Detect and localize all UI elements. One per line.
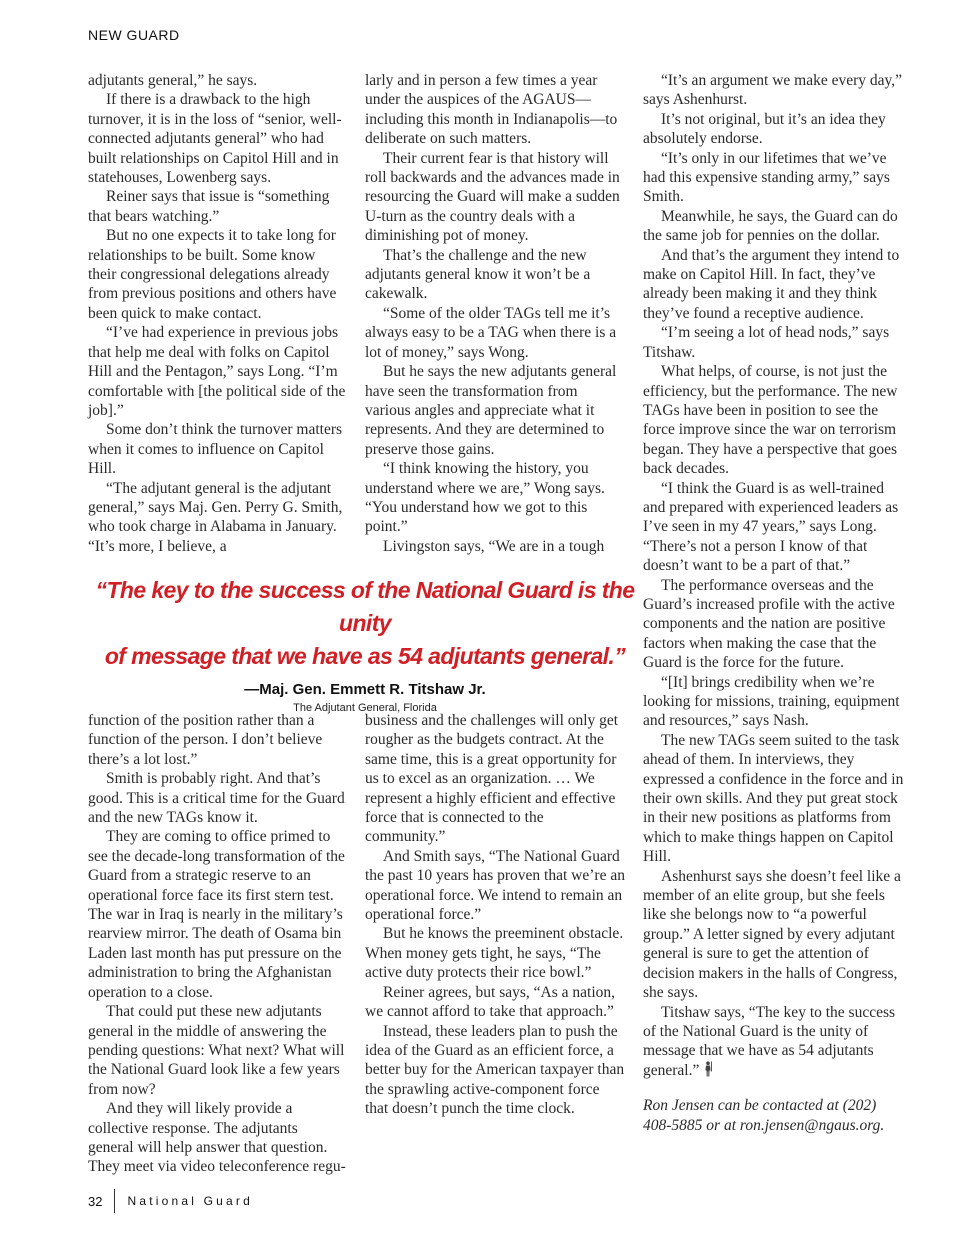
paragraph-text: “It’s only in our lifetimes that we’ve had this expensive standing army,” says Smith. — [643, 149, 890, 206]
paragraph-text: But he knows the preeminent obstacle. When money gets tight, he says, “The active duty protects their rice bowl.” — [365, 925, 624, 982]
paragraph-text: That’s the challenge and the new adjutants general know it won’t be a cakewalk. — [365, 246, 591, 303]
paragraph — [88, 769, 346, 827]
paragraph — [643, 71, 906, 110]
paragraph-text: The new TAGs seem suited to the task ahead of them. In interviews, they expressed a confidence in the force and in their own skills. And they put great stock in their new positions as platforms from which to make things happen on Capitol Hill. — [643, 731, 904, 866]
paragraph — [88, 827, 346, 1002]
paragraph — [88, 226, 346, 323]
paragraph — [365, 537, 625, 556]
paragraph-text: But no one expects it to take long for relationships to be built. Some know their congressional delegations already from previous positions and others have been quick to make contact. — [88, 227, 337, 322]
article-column-3 — [643, 71, 906, 1135]
pull-quote-text — [80, 574, 650, 673]
paragraph-text: And that’s the argument they intend to make on Capitol Hill. In fact, they’ve already been making it and they think they’ve found a receptive audience. — [643, 246, 900, 322]
paragraph-text: And Smith says, “The National Guard the past 10 years has proven that we’re an operational force. We intend to remain an operational force.” — [365, 847, 625, 924]
paragraph-text: business and the challenges will only get rougher as the budgets contract. At the same time, this is a great opportunity for us to excel as an organization. … We represent a highly efficient and effective force that is connected to the community.” — [365, 712, 619, 846]
pull-quote-line-1: “The key to the success of the National Guard is the unity — [95, 577, 635, 636]
paragraph-text: adjutants general,” he says. — [88, 72, 258, 89]
paragraph — [643, 110, 906, 149]
paragraph-text: That could put these new adjutants general in the middle of answering the pending questions: What next? What will the National Guard look like a few years from now? — [88, 1003, 345, 1098]
paragraph — [365, 924, 625, 982]
paragraph-text: “The adjutant general is the adjutant general,” says Maj. Gen. Perry G. Smith, who took charge in Alabama in January. “It’s more, I believe, a — [88, 479, 343, 555]
paragraph-text: Livingston says, “We are in a tough — [383, 537, 605, 555]
paragraph — [643, 149, 906, 207]
article-column-5 — [365, 711, 625, 1119]
author-signoff: Ron Jensen can be contacted at (202) 408-5885 or at ron.jensen@ngaus.org. — [643, 1097, 885, 1134]
paragraph — [365, 847, 625, 925]
paragraph-text: “I’m seeing a lot of head nods,” says Titshaw. — [643, 324, 890, 361]
paragraph-text: “[It] brings credibility when we’re looking for missions, training, equipment and resources,” says Nash. — [643, 673, 900, 730]
page-footer — [88, 1188, 253, 1214]
paragraph — [643, 323, 906, 362]
paragraph — [88, 1099, 346, 1177]
footer-divider — [114, 1189, 115, 1213]
paragraph-text: They are coming to office primed to see the decade-long transformation of the Guard from a strategic reserve to an operational force face its first stern test. The war in Iraq is nearly in the military’s rearview mirror. The death of Osama bin Laden last month has put pressure on the administration to bring the Afghanistan operation to a close. — [88, 828, 345, 1001]
paragraph — [88, 711, 346, 769]
paragraph-text: Their current fear is that history will roll backwards and the advances made in resourcing the Guard will make a sudden U-turn as the country deals with a diminishing pot of money. — [365, 149, 620, 245]
paragraph — [643, 731, 906, 867]
paragraph — [643, 479, 906, 576]
paragraph-text: And they will likely provide a collective response. The adjutants general will help answer that question. They meet via video teleconference regu- — [88, 1100, 346, 1176]
paragraph-text: larly and in person a few times a year under the auspices of the AGAUS—including this month in Indianapolis—to deliberate on such matters. — [365, 72, 618, 148]
article-column-1 — [88, 71, 346, 556]
paragraph — [643, 1003, 906, 1081]
paragraph — [643, 207, 906, 246]
paragraph-text: If there is a drawback to the high turnover, it is in the loss of “senior, well-connected adjutants general” who had built relationships on Capitol Hill and in statehouses, Lowenberg says. — [88, 91, 342, 187]
paragraph-text: Instead, these leaders plan to push the idea of the Guard as an efficient force, a better buy for the American taxpayer than the sprawling active-component force that doesn’t punch the time clock. — [365, 1022, 625, 1118]
paragraph-text: “Some of the older TAGs tell me it’s always easy to be a TAG when there is a lot of money,” says Wong. — [365, 304, 617, 361]
paragraph — [88, 1002, 346, 1099]
paragraph-text: Meanwhile, he says, the Guard can do the same job for pennies on the dollar. — [643, 207, 898, 245]
paragraph-text: What helps, of course, is not just the efficiency, but the performance. The new TAGs have been in position to see the force improve since the war on terrorism began. They have a perspective that goes back decades. — [643, 363, 898, 478]
paragraph — [643, 246, 906, 324]
paragraph — [365, 304, 625, 362]
page-number: 32 — [88, 1193, 103, 1209]
pull-quote-line-2: of message that we have as 54 adjutants general.” — [104, 643, 626, 669]
paragraph — [365, 71, 625, 149]
paragraph — [365, 459, 625, 537]
minuteman-icon — [703, 1061, 713, 1077]
paragraph — [88, 479, 346, 557]
pull-quote-role: The Adjutant General, Florida — [293, 702, 437, 714]
paragraph — [88, 90, 346, 187]
paragraph — [643, 576, 906, 673]
pull-quote — [80, 574, 650, 714]
paragraph-text: But he says the new adjutants general have seen the transformation from various angles and appreciate what it represents. And they are determined to preserve those gains. — [365, 363, 617, 458]
magazine-name: National Guard — [127, 1194, 253, 1208]
pull-quote-author: —Maj. Gen. Emmett R. Titshaw Jr. — [244, 681, 486, 698]
paragraph-text: “It’s an argument we make every day,” says Ashenhurst. — [643, 72, 903, 109]
paragraph-text: Titshaw says, “The key to the success of the National Guard is the unity of message that we have as 54 adjutants general.” — [643, 1003, 896, 1079]
section-tag: NEW GUARD — [88, 27, 180, 43]
paragraph — [88, 420, 346, 478]
paragraph — [365, 1022, 625, 1119]
paragraph-text: “I think the Guard is as well-trained and prepared with experienced leaders as I’ve seen in my 47 years,” says Long. “There’s not a person I know of that doesn’t want to be a part of that.” — [643, 479, 899, 575]
paragraph — [365, 246, 625, 304]
paragraph — [88, 187, 346, 226]
paragraph — [643, 867, 906, 1003]
paragraph-text: Some don’t think the turnover matters when it comes to influence on Capitol Hill. — [88, 421, 343, 478]
paragraph-text: function of the position rather than a function of the person. I don’t believe there’s a lot lost.” — [88, 712, 323, 768]
paragraph-text: The performance overseas and the Guard’s increased profile with the active components and the nation are positive factors when making the case that the Guard is the force for the future. — [643, 576, 895, 672]
article-column-2 — [365, 71, 625, 556]
paragraph-text: “I’ve had experience in previous jobs that help me deal with folks on Capitol Hill and the Pentagon,” says Long. “I’m comfortable with [the political side of the job].” — [88, 324, 346, 419]
paragraph — [88, 71, 346, 90]
paragraph-text: Reiner says that issue is “something that bears watching.” — [88, 188, 330, 225]
article-column-4 — [88, 711, 346, 1177]
paragraph — [365, 362, 625, 459]
paragraph-text: “I think knowing the history, you understand where we are,” Wong says. “You understand how we got to this point.” — [365, 460, 605, 536]
paragraph — [643, 673, 906, 731]
paragraph-text: Ashenhurst says she doesn’t feel like a member of an elite group, but she feels like she belongs now to “a powerful group.” A letter signed by every adjutant general is sure to get the attention of decision makers in the halls of Congress, she says. — [643, 867, 901, 1002]
paragraph — [643, 362, 906, 478]
paragraph — [365, 983, 625, 1022]
paragraph-text: It’s not original, but it’s an idea they absolutely endorse. — [643, 110, 886, 148]
paragraph-text: Reiner agrees, but says, “As a nation, we cannot afford to take that approach.” — [365, 983, 616, 1021]
paragraph — [88, 323, 346, 420]
paragraph-text: Smith is probably right. And that’s good. This is a critical time for the Guard and the new TAGs know it. — [88, 770, 345, 827]
paragraph — [365, 149, 625, 246]
paragraph — [365, 711, 625, 847]
